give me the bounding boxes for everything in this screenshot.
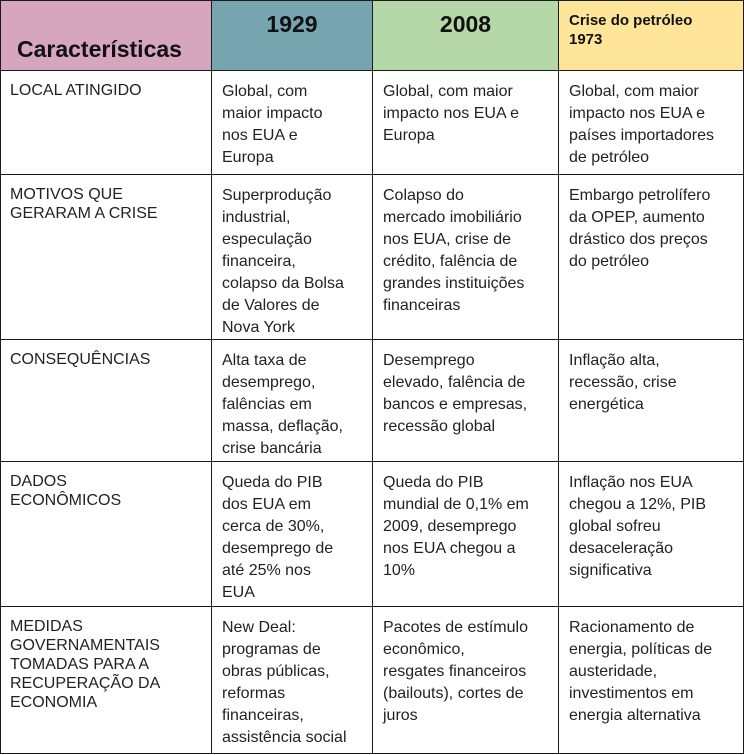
- header-year-2008: 2008: [439, 11, 492, 37]
- cell-1973: [559, 462, 744, 607]
- cell-text: Pacotes de estímulo econômico, resgates financeiros (bailouts), cortes de juros: [383, 619, 528, 724]
- row-label-cell: [1, 340, 212, 462]
- cell-text: Global, com maior impacto nos EUA e países importadores de petróleo: [569, 83, 714, 166]
- row-label: CONSEQUÊNCIAS: [10, 351, 151, 368]
- row-label: LOCAL ATINGIDO: [10, 82, 142, 99]
- cell-1929: [212, 340, 373, 462]
- cell-1929: [212, 462, 373, 607]
- table-row: [1, 607, 744, 754]
- cell-1929: [212, 607, 373, 754]
- header-title: Características: [17, 35, 182, 62]
- cell-text: Embargo petrolífero da OPEP, aumento drástico dos preços do petróleo: [569, 187, 711, 270]
- cell-2008: [373, 607, 559, 754]
- row-label: DADOS ECONÔMICOS: [10, 473, 122, 509]
- cell-text: Alta taxa de desemprego, falências em massa, deflação, crise bancária: [222, 352, 343, 457]
- cell-text: Queda do PIB mundial de 0,1% em 2009, desemprego nos EUA chegou a 10%: [383, 474, 529, 579]
- cell-1973: [559, 71, 744, 175]
- cell-text: Global, com maior impacto nos EUA e Europa: [222, 83, 323, 166]
- table-row: [1, 340, 744, 462]
- header-cell-1929: [212, 1, 373, 71]
- cell-text: Racionamento de energia, políticas de austeridade, investimentos em energia alternativa: [569, 619, 713, 724]
- row-label-cell: [1, 175, 212, 340]
- cell-1973: [559, 607, 744, 754]
- cell-text: Superprodução industrial, especulação financeira, colapso da Bolsa de Valores de Nova York: [222, 187, 344, 336]
- row-label-cell: [1, 607, 212, 754]
- cell-text: Queda do PIB dos EUA em cerca de 30%, desemprego de até 25% nos EUA: [222, 474, 334, 601]
- row-label-cell: [1, 71, 212, 175]
- table-row: [1, 71, 744, 175]
- cell-text: Inflação nos EUA chegou a 12%, PIB global sofreu desaceleração significativa: [569, 474, 706, 579]
- row-label-cell: [1, 462, 212, 607]
- table-row: [1, 462, 744, 607]
- cell-text: Inflação alta, recessão, crise energética: [569, 352, 677, 413]
- cell-2008: [373, 71, 559, 175]
- cell-text: Colapso do mercado imobiliário nos EUA, crise de crédito, falência de grandes instituições financeiras: [383, 187, 525, 314]
- cell-2008: [373, 462, 559, 607]
- row-label: MOTIVOS QUE GERARAM A CRISE: [10, 186, 158, 222]
- header-oil-crisis: Crise do petróleo 1973: [569, 12, 693, 48]
- header-year-1929: 1929: [266, 11, 318, 37]
- table-row: [1, 175, 744, 340]
- header-cell-caracteristicas: [1, 1, 212, 71]
- cell-text: Desemprego elevado, falência de bancos e empresas, recessão global: [383, 352, 528, 435]
- cell-2008: [373, 340, 559, 462]
- cell-1973: [559, 340, 744, 462]
- header-row: [1, 1, 744, 71]
- cell-1929: [212, 175, 373, 340]
- cell-text: New Deal: programas de obras públicas, reformas financeiras, assistência social: [222, 619, 347, 746]
- cell-2008: [373, 175, 559, 340]
- row-label: MEDIDAS GOVERNAMENTAIS TOMADAS PARA A RECUPERAÇÃO DA ECONOMIA: [10, 618, 161, 711]
- header-cell-1973: [559, 1, 744, 71]
- header-cell-2008: [373, 1, 559, 71]
- cell-text: Global, com maior impacto nos EUA e Europa: [383, 83, 520, 144]
- cell-1973: [559, 175, 744, 340]
- cell-1929: [212, 71, 373, 175]
